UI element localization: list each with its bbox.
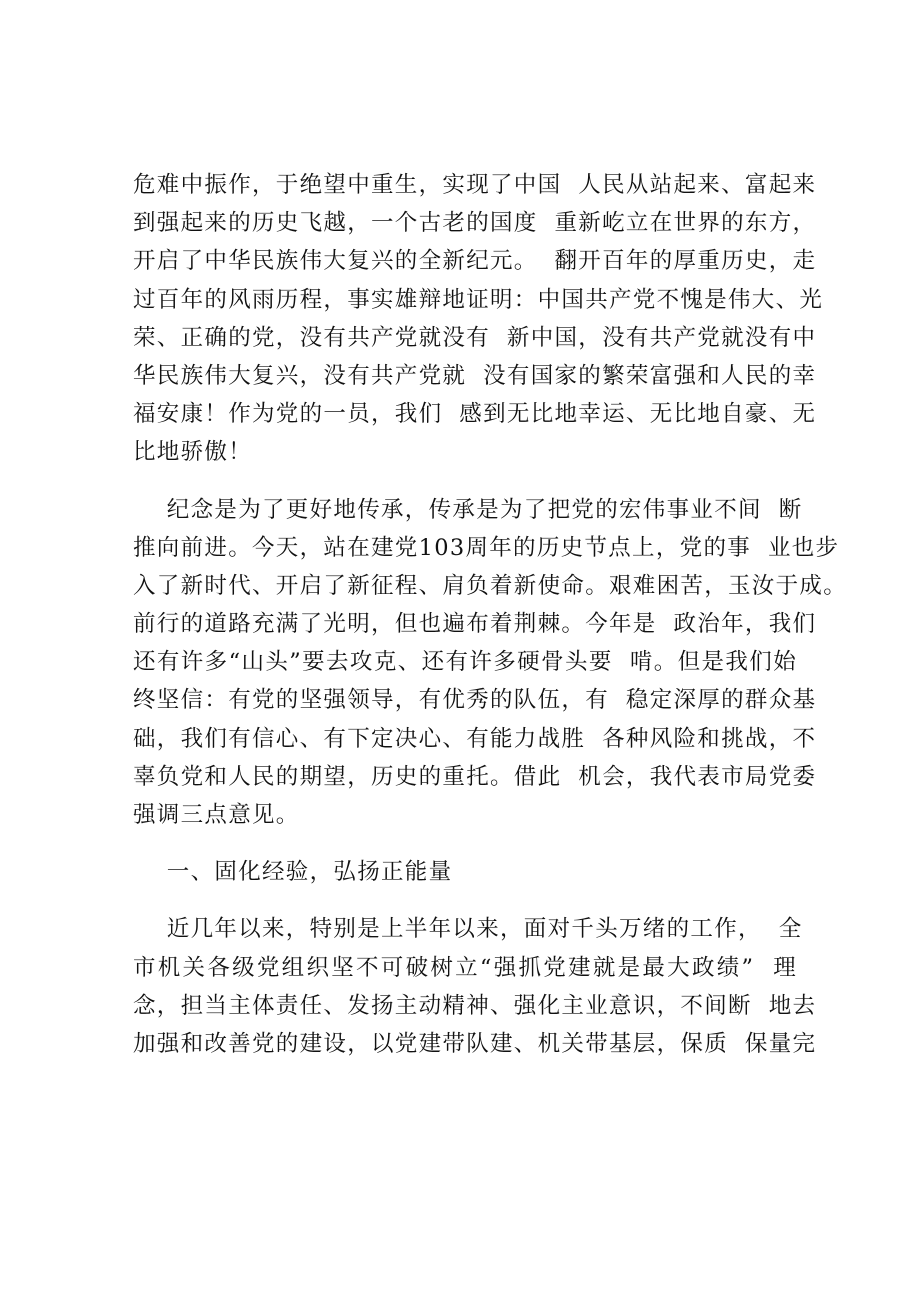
paragraph-line: 华民族伟大复兴，没有共产党就 没有国家的繁荣富强和人民的幸 <box>133 362 817 389</box>
section-heading <box>133 853 797 891</box>
paragraph-line: 前行的道路充满了光明，但也遍布着荆棘。今年是 政治年，我们 <box>133 611 817 638</box>
paragraph-1 <box>133 166 824 472</box>
paragraph-2 <box>133 491 848 835</box>
paragraph-line: 比地骄傲！ <box>133 439 253 466</box>
paragraph-line: 础，我们有信心、有下定决心、有能力战胜 各种风险和挑战，不 <box>133 725 817 752</box>
paragraph-line: 福安康！作为党的一员，我们 感到无比地幸运、无比地自豪、无 <box>133 401 817 428</box>
paragraph-line: 加强和改善党的建设，以党建带队建、机关带基层，保质 保量完 <box>133 1030 817 1057</box>
paragraph-line: 市机关各级党组织坚不可破树立“强抓党建就是最大政绩” 理 <box>133 954 797 981</box>
paragraph-line: 纪念是为了更好地传承，传承是为了把党的宏伟事业不间 断 <box>133 496 803 523</box>
document-body <box>133 166 848 1063</box>
paragraph-line: 推向前进。今天，站在建党103周年的历史节点上，党的事 业也步 <box>133 534 840 561</box>
paragraph-line: 到强起来的历史飞越，一个古老的国度 重新屹立在世界的东方， <box>133 210 817 237</box>
paragraph-line: 过百年的风雨历程，事实雄辩地证明：中国共产党不愧是伟大、光 <box>133 286 824 313</box>
paragraph-line: 念，担当主体责任、发扬主动精神、强化主业意识，不间断 地去 <box>133 992 817 1019</box>
section-heading-text: 一、固化经验，弘扬正能量 <box>133 859 453 886</box>
paragraph-line: 近几年以来，特别是上半年以来，面对千头万绪的工作， 全 <box>133 916 803 943</box>
paragraph-line: 还有许多“山头”要去攻克、还有许多硬骨头要 啃。但是我们始 <box>133 649 797 676</box>
paragraph-line: 危难中振作，于绝望中重生，实现了中国 人民从站起来、富起来 <box>133 172 817 198</box>
paragraph-line: 辜负党和人民的期望，历史的重托。借此 机会，我代表市局党委 <box>133 763 817 790</box>
paragraph-line: 开启了中华民族伟大复兴的全新纪元。 翻开百年的厚重历史，走 <box>133 248 817 275</box>
paragraph-line: 强调三点意见。 <box>133 802 300 828</box>
paragraph-3 <box>133 910 817 1063</box>
paragraph-line: 荣、正确的党，没有共产党就没有 新中国，没有共产党就没有中 <box>133 324 817 351</box>
paragraph-line: 入了新时代、开启了新征程、肩负着新使命。艰难困苦，玉汝于成。 <box>133 572 848 599</box>
paragraph-line: 终坚信：有党的坚强领导，有优秀的队伍，有 稳定深厚的群众基 <box>133 687 817 714</box>
